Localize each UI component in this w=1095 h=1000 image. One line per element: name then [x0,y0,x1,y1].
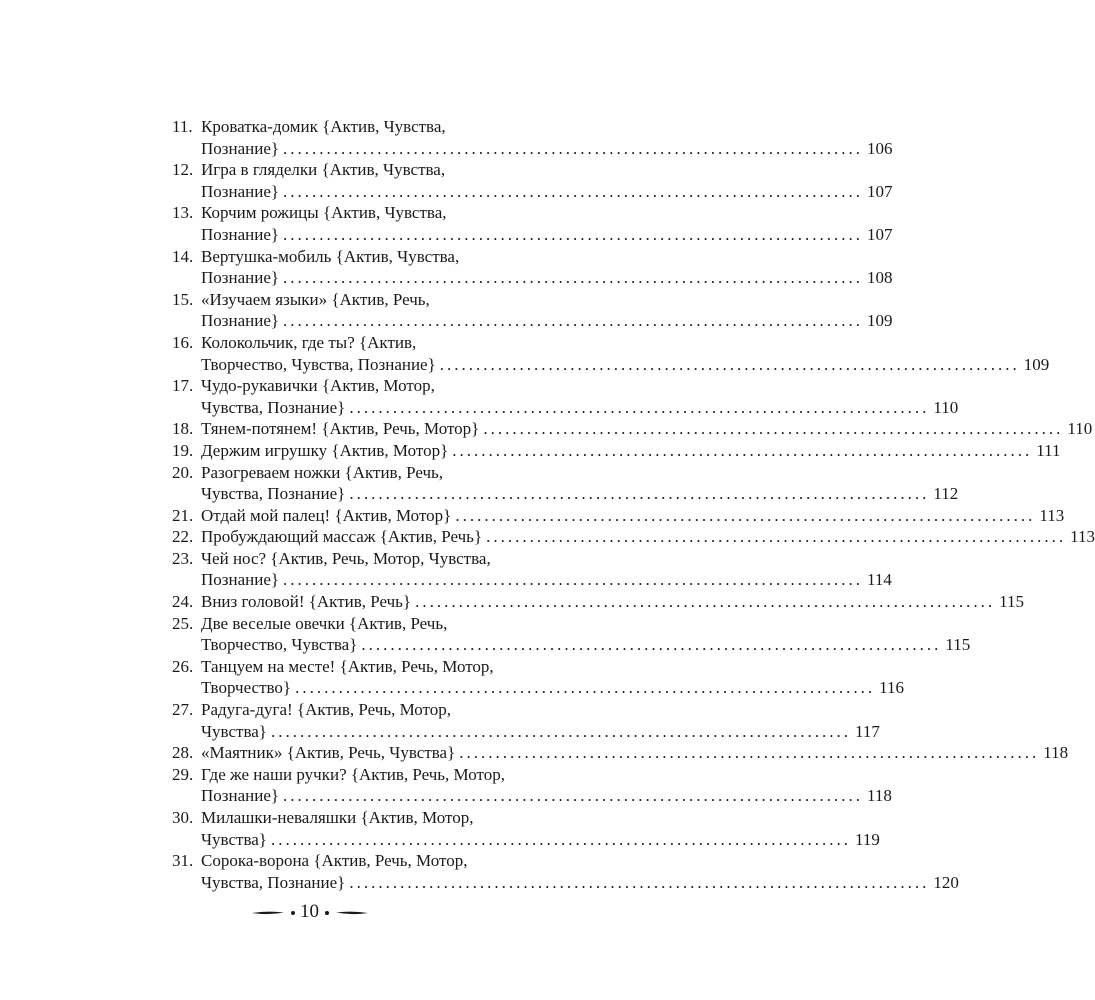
toc-entry-line [172,634,971,656]
dot-leader: ................................................................................ [349,872,930,892]
table-of-contents [172,116,1095,893]
toc-entry-title: Чудо-рукавички {Актив, Мотор, [201,376,435,396]
toc-entry-number: 11. [172,117,193,136]
toc-entry-page: 110 [933,397,959,417]
toc-entry-line [172,677,904,699]
toc-entry-title: Колокольчик, где ты? {Актив, [201,332,417,352]
toc-entry-number: 17. [172,376,194,396]
toc-entry-line [172,375,538,397]
dot-leader: ................................................................................ [295,678,876,698]
toc-entry [172,656,904,699]
toc-entry-page: 109 [1023,354,1050,374]
toc-entry-title: Познание} [201,311,280,331]
toc-entry-line [172,613,538,635]
toc-entry-page: 112 [933,484,959,504]
toc-entry-number: 25. [172,613,194,633]
toc-entry-title: Разогреваем ножки {Актив, Речь, [201,462,443,482]
toc-entry-page: 107 [867,224,893,244]
toc-entry-number: 29. [172,764,194,784]
toc-entry-line [172,829,880,851]
toc-entry-line [172,354,1050,376]
toc-entry-page: 118 [867,786,892,806]
toc-entry-line [172,742,1069,764]
toc-entry-number: 23. [172,548,194,568]
dot-leader: ................................................................................ [349,484,930,504]
toc-entry-title: Отдай мой палец! {Актив, Мотор} [201,505,452,525]
toc-entry [172,850,959,893]
toc-entry-title: Познание} [201,786,280,806]
toc-entry-line [172,850,538,872]
toc-entry [172,440,1061,462]
toc-entry [172,764,892,807]
toc-entry [172,246,893,289]
toc-entry-page: 110 [1067,419,1093,439]
toc-entry-number: 26. [172,656,194,676]
dot-leader: ................................................................................ [483,419,1064,439]
toc-entry-line [172,872,959,894]
toc-entry [172,202,893,245]
toc-entry-number: 28. [172,743,194,763]
dot-leader: ................................................................................ [455,505,1036,525]
toc-entry-number: 24. [172,592,194,612]
dot-leader: ................................................................................ [283,181,864,201]
toc-entry-line [172,397,959,419]
toc-entry-line [172,332,538,354]
dot-leader: ................................................................................ [452,440,1033,460]
toc-entry-title: Творчество, Чувства} [201,635,358,655]
dot-leader: ................................................................................ [270,721,851,741]
toc-entry-line [172,267,893,289]
toc-entry-title: Познание} [201,570,280,590]
toc-entry-line [172,116,538,138]
toc-entry-title: «Изучаем языки» {Актив, Речь, [201,289,430,309]
toc-entry [172,613,971,656]
toc-entry-line [172,721,880,743]
toc-entry-line [172,807,538,829]
toc-entry-number: 31. [172,851,194,871]
page-footer [0,899,619,927]
toc-entry-title: Тянем-потянем! {Актив, Речь, Мотор} [201,419,480,439]
toc-entry-title: Вниз головой! {Актив, Речь} [201,592,412,612]
toc-entry-page: 115 [945,635,971,655]
toc-entry-line [172,526,1095,548]
toc-entry-line [172,569,892,591]
toc-entry-page: 109 [867,311,893,331]
toc-entry [172,159,893,202]
dot-leader: ................................................................................ [270,829,851,849]
toc-entry-number: 27. [172,700,194,720]
toc-entry-title: Чувства, Познание} [201,872,346,892]
toc-entry-title: Творчество} [201,678,292,698]
toc-entry-line [172,138,893,160]
dot-leader: ................................................................................ [283,311,864,331]
toc-entry-line [172,418,1093,440]
toc-entry-line [172,548,538,570]
toc-entry-title: Познание} [201,181,280,201]
toc-entry-title: Корчим рожицы {Актив, Чувства, [201,203,447,223]
toc-entry-title: Кроватка-домик {Актив, Чувства, [201,117,446,136]
toc-entry-title: Творчество, Чувства, Познание} [201,354,436,374]
toc-entry [172,418,1093,440]
toc-entry-title: Чей нос? {Актив, Речь, Мотор, Чувства, [201,548,491,568]
toc-entry-page: 117 [854,721,880,741]
toc-entry [172,289,893,332]
toc-entry-page: 119 [854,829,880,849]
toc-entry-title: Держим игрушку {Актив, Мотор} [201,440,449,460]
toc-entry-line [172,246,538,268]
toc-entry-line [172,764,538,786]
toc-entry-title: Чувства, Познание} [201,397,346,417]
toc-entry [172,807,880,850]
toc-entry-line [172,591,1024,613]
toc-entry [172,462,959,505]
toc-entry-title: Чувства, Познание} [201,484,346,504]
dot-leader: ................................................................................ [415,592,996,612]
dot-leader: ................................................................................ [361,635,942,655]
toc-entry-line [172,699,538,721]
dot-leader: ................................................................................ [283,268,864,288]
toc-entry [172,548,892,591]
dot-leader: ................................................................................ [349,397,930,417]
toc-entry-number: 15. [172,289,194,309]
toc-entry-number: 30. [172,808,194,827]
toc-entry-page: 118 [1043,743,1069,763]
toc-entry-page: 114 [867,570,892,590]
toc-entry-number: 22. [172,527,194,547]
toc-entry-page: 108 [867,268,893,288]
toc-entry-line [172,440,1061,462]
toc-entry-number: 14. [172,246,194,266]
toc-entry [172,505,1065,527]
toc-entry-title: Чувства} [201,721,267,741]
toc-entry-title: Познание} [201,138,280,158]
toc-entry [172,375,959,418]
toc-entry-number: 20. [172,462,194,482]
toc-entry-line [172,785,892,807]
toc-entry-title: Милашки-неваляшки {Актив, Мотор, [201,808,474,827]
toc-entry [172,332,1050,375]
dot-leader: ................................................................................ [283,138,864,158]
toc-entry-line [172,505,1065,527]
toc-entry [172,526,1095,548]
page-number: 10 [300,901,319,922]
toc-entry-line [172,181,893,203]
toc-entry-title: «Маятник» {Актив, Речь, Чувства} [201,743,456,763]
toc-entry-title: Познание} [201,224,280,244]
toc-entry-title: Пробуждающий массаж {Актив, Речь} [201,527,483,547]
toc-entry-number: 16. [172,332,194,352]
toc-entry-page: 115 [999,592,1024,612]
toc-entry-line [172,289,538,311]
toc-entry-line [172,224,893,246]
toc-entry-title: Радуга-дуга! {Актив, Речь, Мотор, [201,700,452,720]
toc-entry-line [172,462,538,484]
dot-leader: ................................................................................ [283,786,864,806]
toc-entry-number: 19. [172,440,194,460]
toc-entry-title: Игра в гляделки {Актив, Чувства, [201,160,446,180]
dot-leader: ................................................................................ [283,570,864,590]
toc-entry-number: 18. [172,419,194,439]
toc-entry-title: Где же наши ручки? {Актив, Речь, Мотор, [201,764,505,784]
toc-entry-title: Танцуем на месте! {Актив, Речь, Мотор, [201,656,494,676]
toc-entry-title: Две веселые овечки {Актив, Речь, [201,613,448,633]
toc-entry-line [172,202,538,224]
toc-entry-page: 107 [867,181,893,201]
toc-entry-line [172,656,538,678]
toc-entry [172,742,1069,764]
toc-entry-page: 106 [867,138,893,158]
toc-entry [172,699,880,742]
toc-entry-number: 21. [172,505,194,525]
toc-entry-title: Познание} [201,268,280,288]
toc-entry-page: 113 [1070,527,1095,547]
dot-leader: ................................................................................ [459,743,1040,763]
toc-entry [172,591,1024,613]
toc-entry-number: 12. [172,160,194,180]
toc-entry-line [172,310,893,332]
toc-entry-line [172,483,959,505]
toc-entry-line [172,159,538,181]
dot-leader: ................................................................................ [439,354,1020,374]
toc-entry-title: Чувства} [201,829,267,849]
toc-entry-page: 111 [1036,440,1061,460]
dot-leader: ................................................................................ [283,224,864,244]
toc-entry-title: Вертушка-мобиль {Актив, Чувства, [201,246,460,266]
toc-entry-page: 120 [933,872,959,892]
dot-leader: ................................................................................ [486,527,1067,547]
toc-entry-title: Сорока-ворона {Актив, Речь, Мотор, [201,851,468,871]
toc-entry-page: 113 [1039,505,1065,525]
toc-entry-number: 13. [172,203,194,223]
toc-entry-page: 116 [879,678,904,698]
toc-entry [172,116,893,159]
